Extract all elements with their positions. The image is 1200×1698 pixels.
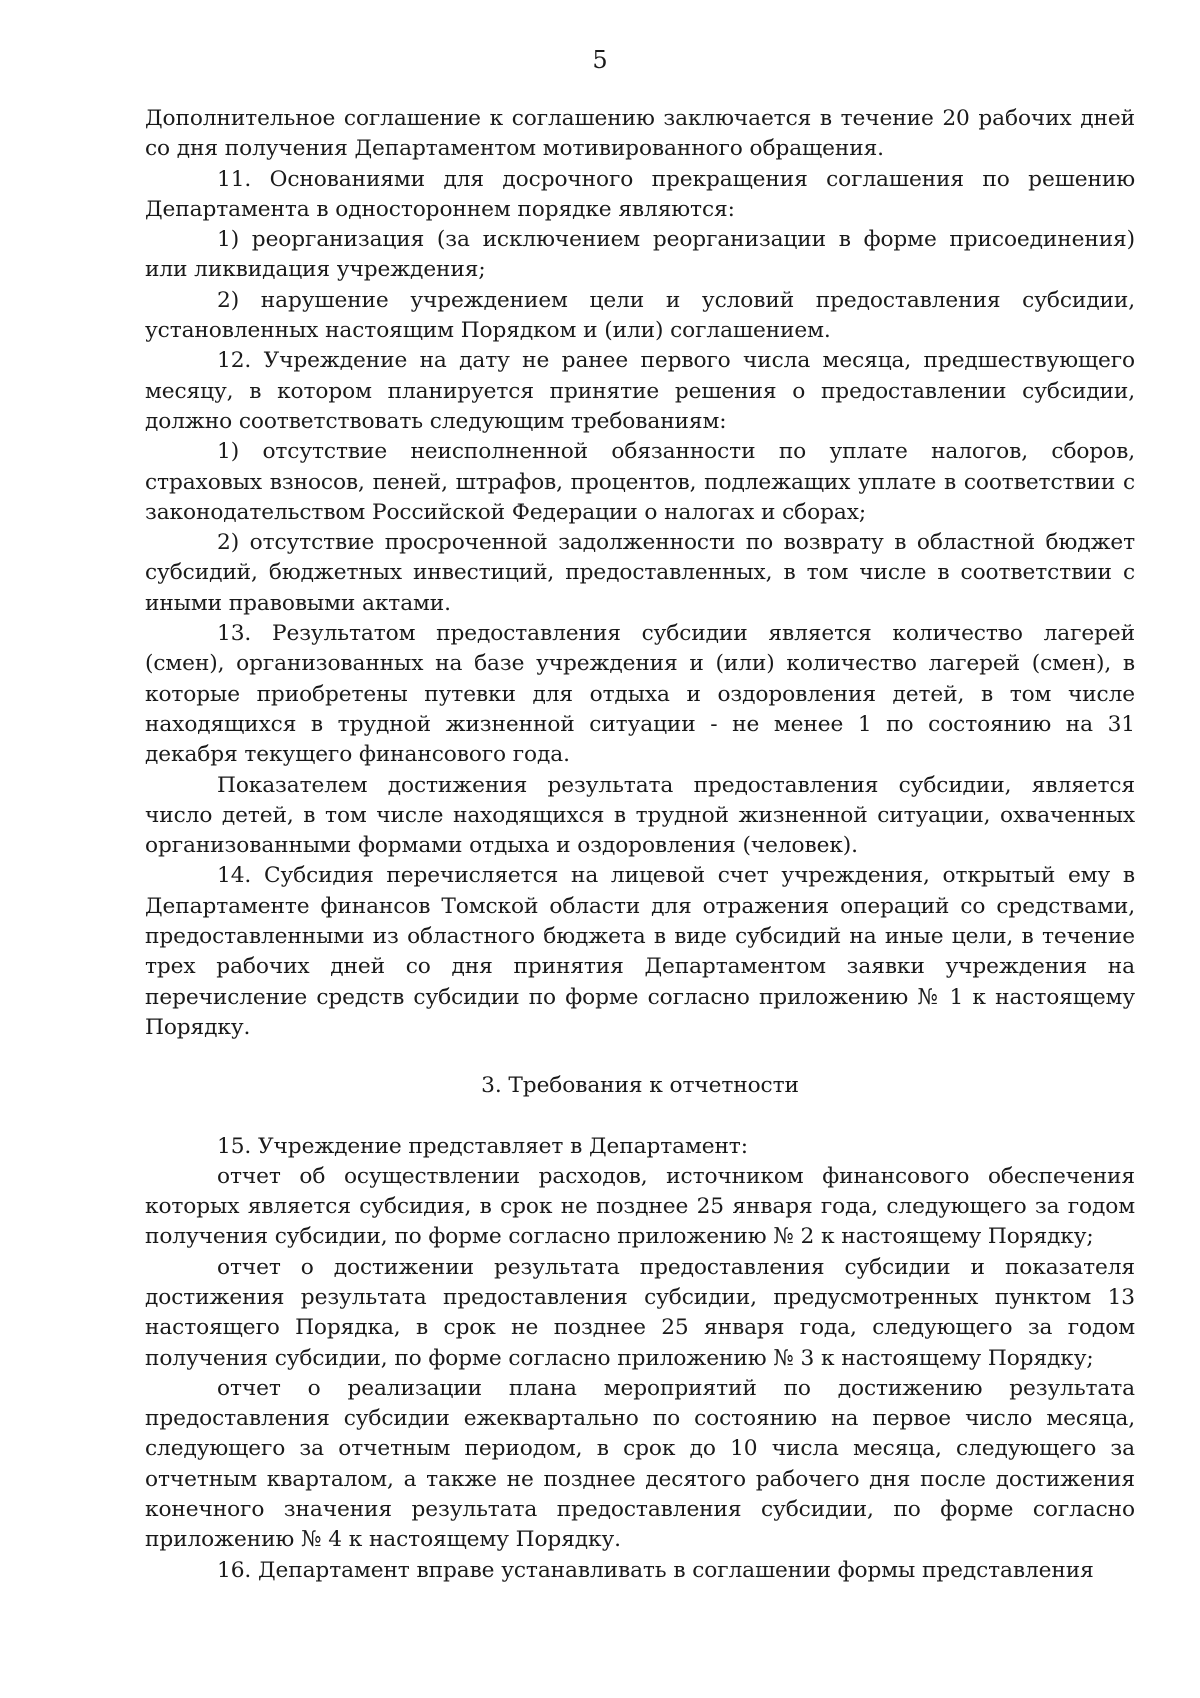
paragraph-11: 11. Основаниями для досрочного прекращения соглашения по решению Департамента в одностороннем порядке являются:	[145, 166, 1135, 222]
paragraph-13-indicator: Показателем достижения результата предоставления субсидии, является число детей, в том числе находящихся в трудной жизненной ситуации, охваченных организованными формами отдыха и оздоровления (человек).	[145, 772, 1135, 859]
paragraph-continuation: Дополнительное соглашение к соглашению заключается в течение 20 рабочих дней со дня получения Департаментом мотивированного обращения.	[145, 106, 1135, 162]
page-number: 5	[592, 46, 608, 74]
paragraph-11-item-1: 1) реорганизация (за исключением реорганизации в форме присоединения) или ликвидация учреждения;	[145, 227, 1135, 283]
paragraph-12: 12. Учреждение на дату не ранее первого числа месяца, предшествующего месяцу, в котором планируется принятие решения о предоставлении субсидии, должно соответствовать следующим требованиям:	[145, 348, 1135, 434]
paragraph-14: 14. Субсидия перечисляется на лицевой счет учреждения, открытый ему в Департаменте финансов Томской области для отражения операций со средствами, предоставленными из областного бюджета в виде субсидий на иные цели, в течение трех рабочих дней со дня принятия Департаментом заявки учреждения на перечисление средств субсидии по форме согласно приложению № 1 к настоящему Порядку.	[145, 863, 1135, 1040]
paragraph-12-item-1: 1) отсутствие неисполненной обязанности по уплате налогов, сборов, страховых взносов, пеней, штрафов, процентов, подлежащих уплате в соответствии с законодательством Российской Федерации о налогах и сборах;	[145, 439, 1135, 525]
paragraph-15: 15. Учреждение представляет в Департамент:	[217, 1133, 748, 1159]
paragraph-16-start: 16. Департамент вправе устанавливать в соглашении формы представления	[217, 1557, 1094, 1583]
document-body	[145, 104, 1135, 1586]
paragraph-15-report-2: отчет о достижении результата предоставления субсидии и показателя достижения результата предоставления субсидии, предусмотренных пунктом 13 настоящего Порядка, в срок не позднее 25 января года, следующего за годом получения субсидии, по форме согласно приложению № 3 к настоящему Порядку;	[145, 1254, 1135, 1371]
paragraph-15-report-3: отчет о реализации плана мероприятий по достижению результата предоставления субсидии ежеквартально по состоянию на первое число месяца, следующего за отчетным периодом, в срок до 10 числа месяца, следующего за отчетным кварталом, а также не позднее десятого рабочего дня после достижения конечного значения результата предоставления субсидии, по форме согласно приложению № 4 к настоящему Порядку.	[145, 1375, 1135, 1553]
paragraph-13: 13. Результатом предоставления субсидии является количество лагерей (смен), организованных на базе учреждения и (или) количество лагерей (смен), в которые приобретены путевки для отдыха и оздоровления детей, в том числе находящихся в трудной жизненной ситуации - не менее 1 по состоянию на 31 декабря текущего финансового года.	[145, 621, 1135, 768]
section-3-heading: 3. Требования к отчетности	[481, 1073, 799, 1099]
paragraph-12-item-2: 2) отсутствие просроченной задолженности по возврату в областной бюджет субсидий, бюджетных инвестиций, предоставленных, в том числе в соответствии с иными правовыми актами.	[145, 530, 1135, 616]
paragraph-15-report-1: отчет об осуществлении расходов, источником финансового обеспечения которых является субсидия, в срок не позднее 25 января года, следующего за годом получения субсидии, по форме согласно приложению № 2 к настоящему Порядку;	[145, 1163, 1135, 1250]
paragraph-11-item-2: 2) нарушение учреждением цели и условий предоставления субсидии, установленных настоящим Порядком и (или) соглашением.	[145, 287, 1135, 344]
